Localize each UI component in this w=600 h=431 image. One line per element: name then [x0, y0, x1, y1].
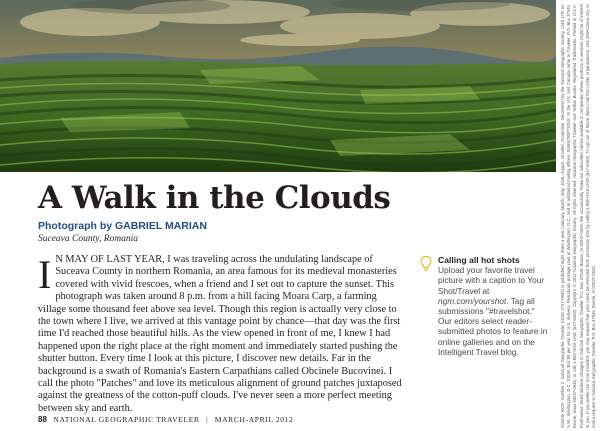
legal-text: Volume XXIX, Number 2. National Geographic Traveler (ISSN 0747-0932) is published eight times a year (January, March, May, June, August, October, November, December) by the National Geographic Society, 1145 17th St. N.W., Washington, D.C. 20036. $14.95 per year for U.S. delivery. Periodicals postage paid at Washington, D.C., and at additional mailing offices. SUBSCRIPTIONS: In the U.S. and Canada, write to Traveler, P.O. Box 37545, Boone, Iowa 50037-0545, or call 1-800-NGS-LINE (647-5463). Copyright © 2012 National Geographic Society. All rights reserved. National Geographic Traveler and Yellow Border: Registered Trademarks. Printed in U.S.A. Postmaster: Send address changes to National Geographic Traveler, P.O. Box 37545, Boone, IA 50037-0545. We occasionally make our subscriber names available to companies whose products or services might be of interest to you. If you prefer not to be included, you may request that your name be removed from promotion lists by calling 1-800-NGS-LINE (647-5463). To opt out of future direct mail from other organizations, visit DMAchoice.org, or mail a request to National Geographic Traveler, P.O. Box 37545, Boone, IA 50037-0545.: [560, 4, 597, 428]
sidebar-url[interactable]: ngm.com/yourshot: [438, 295, 507, 306]
drop-cap: I: [38, 252, 52, 297]
footer-separator: |: [206, 415, 209, 424]
hero-photo: [0, 0, 556, 172]
hot-shots-sidebar: [420, 255, 548, 357]
issue-date: MARCH-APRIL 2012: [214, 415, 294, 424]
sidebar-text: [438, 265, 548, 357]
landscape-illustration: [0, 0, 556, 172]
camera-bulb-icon: [420, 255, 432, 272]
sidebar-text-rest: . Tag all submissions "#travelshot." Our editors select reader-submitted photos to feature in online galleries and on the Intelligent Travel blog.: [438, 295, 548, 357]
page-footer: [38, 415, 293, 424]
sidebar-heading: Calling all hot shots: [438, 255, 520, 265]
publication-name: NATIONAL GEOGRAPHIC TRAVELER: [53, 415, 200, 424]
sidebar-text-intro: Upload your favorite travel picture with a caption to Your Shot/Travel at: [438, 265, 545, 296]
article-body: [38, 254, 402, 415]
legal-notice: [560, 4, 600, 428]
photo-location: Suceava County, Romania: [38, 234, 138, 244]
article-title: A Walk in the Clouds: [38, 180, 391, 216]
page-number: 88: [38, 415, 47, 424]
article-body-text: N MAY OF LAST YEAR, I was traveling across the undulating landscape of Suceava County in northern Romania, an area famous for its medieval monasteries covered with vivid frescoes, when a friend and I set out to capture the sunset. This photograph was taken around 8 p.m. from a hill facing Moara Carp, a farming village some thousand feet above sea level. Though this region is actually very close to the town where I live, we arrived at this vantage point by chance—that day was the first time I'd reached those beautiful hills. As the view opened in front of me, I knew I had happened upon the right place at the right moment and immediately started pushing the shutter button. Every time I look at this picture, I discover new details. Far in the background is a swath of Romania's Eastern Carpathians called Obcinele Bucovinei. I call the photo "Patches" and love its meticulous alignment of ground patches juxtaposed against the greatness of the cotton-puff clouds. I've never seen a more perfect meeting between sky and earth.: [38, 254, 402, 414]
photo-credit: Photograph by GABRIEL MARIAN: [38, 220, 207, 232]
